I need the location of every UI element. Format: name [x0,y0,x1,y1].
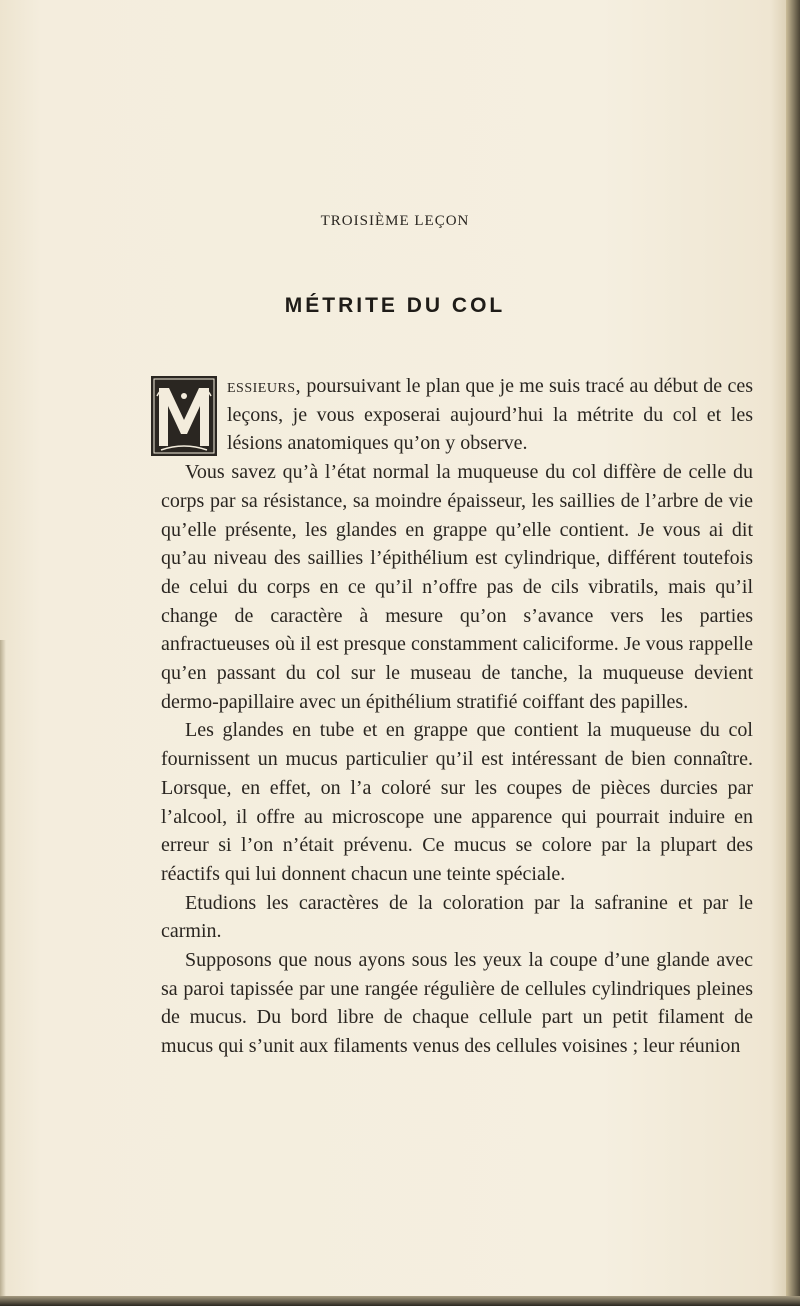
paragraph-1 [161,372,753,458]
paragraph-2: Vous savez qu’à l’état normal la muqueuse du col diffère de celle du corps par sa résistance, sa moindre épaisseur, les saillies de l’arbre de vie qu’elle présente, les glandes en grappe qu’elle contient. Je vous ai dit qu’au niveau des saillies l’épithélium est cylindrique, différent toutefois de celui du corps en ce qu’il n’offre pas de cils vibratils, mais qu’il change de caractère à mesure qu’on s’avance vers les parties anfractueuses où il est presque constamment caliciforme. Je vous rappelle qu’en passant du col sur le museau de tanche, la muqueuse devient dermo-papillaire avec un épithélium stratifié coiffant des papilles. [161,461,753,713]
paragraph-3: Les glandes en tube et en grappe que contient la muqueuse du col fournissent un mucus particulier qu’il est intéressant de bien connaître. Lorsque, en effet, on l’a coloré sur les coupes de pièces durcies par l’alcool, il offre au microscope une apparence qui pourrait induire en erreur si l’on n’était prévenu. Ce mucus se colore par la plupart des réactifs qui lui donnent chacun une teinte spéciale. [161,719,753,885]
page-edge-right [786,0,800,1306]
paragraph-4: Etudions les caractères de la coloration par la safranine et par le carmin. [161,891,753,943]
drop-cap-ornament [151,376,217,456]
paragraph-5: Supposons que nous ayons sous les yeux la coupe d’une glande avec sa paroi tapissée par une rangée régulière de cellules cylindriques pleines de mucus. Du bord libre de chaque cellule part un petit filament de mucus qui s’unit aux filaments venus des cellules voisines ; leur réunion [161,949,753,1058]
paragraph-1-text: poursuivant le plan que je me suis tracé au début de ces leçons, je vous exposerai aujourd’hui la métrite du col et les lésions anatomiques qu’on y observe. [227,375,753,455]
ornamental-m-icon [151,376,217,456]
page-edge-bottom [0,1296,800,1306]
page-shadow-left [0,640,6,1300]
chapter-title: MÉTRITE DU COL [284,294,506,317]
chapter-heading: TROISIÈME LEÇON [320,213,470,229]
body-text [161,372,753,1061]
paragraph-1-opening-word: essieurs, [227,375,302,397]
